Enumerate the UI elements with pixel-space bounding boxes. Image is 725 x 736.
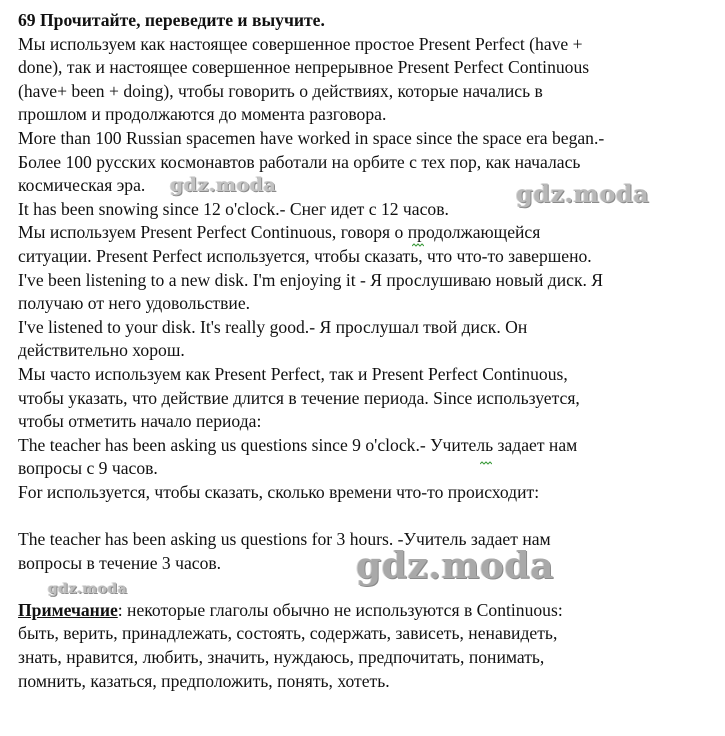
text-line: космическая эра. <box>18 175 146 196</box>
note-text: : некоторые глаголы обычно не используются в Continuous: <box>117 599 563 620</box>
text-line: Мы используем как настоящее совершенное простое Present Perfect (have + <box>18 33 583 54</box>
exercise-title: 69 Прочитайте, переведите и выучите. <box>18 10 325 30</box>
text-line: More than 100 Russian spacemen have worked in space since the space era began.- <box>18 127 605 148</box>
text-line: Более 100 русских космонавтов работали на орбите с тех пор, как началась <box>18 151 581 172</box>
watermark: gdz.moda <box>48 581 128 597</box>
note-line: помнить, казаться, предположить, понять, хотеть. <box>18 670 390 691</box>
text-line: I've listened to your disk. It's really good.- Я прослушал твой диск. Он <box>18 316 528 337</box>
note-label: Примечание <box>18 599 118 620</box>
spellcheck-squiggle-icon <box>412 243 424 247</box>
text-line: чтобы отметить начало периода: <box>18 411 262 432</box>
text-line: вопросы с 9 часов. <box>18 458 158 479</box>
text-line: прошлом и продолжаются до момента разговора. <box>18 104 387 125</box>
text-line: получаю от него удовольствие. <box>18 293 251 314</box>
text-line: The teacher has been asking us questions since 9 o'clock.- Учитель задает нам <box>18 434 578 455</box>
text-line: I've been listening to a new disk. I'm enjoying it - Я прослушиваю новый диск. Я <box>18 269 604 290</box>
text-line: Мы используем Present Perfect Continuous, говоря о продолжающейся <box>18 222 541 243</box>
watermark: gdz.moda <box>356 545 554 587</box>
watermark: gdz.moda <box>170 174 277 196</box>
text-line: (have+ been + doing), чтобы говорить о действиях, которые начались в <box>18 80 543 101</box>
text-line: вопросы в течение 3 часов. <box>18 552 222 573</box>
text-line: For используется, чтобы сказать, сколько времени что-то происходит: <box>18 481 540 502</box>
text-line: чтобы указать, что действие длится в течение периода. Since используется, <box>18 387 580 408</box>
text-line: действительно хорош. <box>18 340 185 361</box>
spellcheck-squiggle-icon <box>480 461 492 465</box>
text-line: ситуации. Present Perfect используется, чтобы сказать, что что-то завершено. <box>18 245 592 266</box>
note-first-line <box>18 599 718 623</box>
note-line: знать, нравится, любить, значить, нуждаюсь, предпочитать, понимать, <box>18 647 545 668</box>
text-line: done), так и настоящее совершенное непрерывное Present Perfect Continuous <box>18 57 590 78</box>
text-line: The teacher has been asking us questions for 3 hours. -Учитель задает нам <box>18 529 551 550</box>
watermark: gdz.moda <box>516 179 650 208</box>
text-line: Мы часто используем как Present Perfect, так и Present Perfect Continuous, <box>18 363 568 384</box>
blank-line <box>18 504 718 528</box>
text-line: It has been snowing since 12 o'clock.- Снег идет с 12 часов. <box>18 198 449 219</box>
note-line: быть, верить, принадлежать, состоять, содержать, зависеть, ненавидеть, <box>18 623 558 644</box>
